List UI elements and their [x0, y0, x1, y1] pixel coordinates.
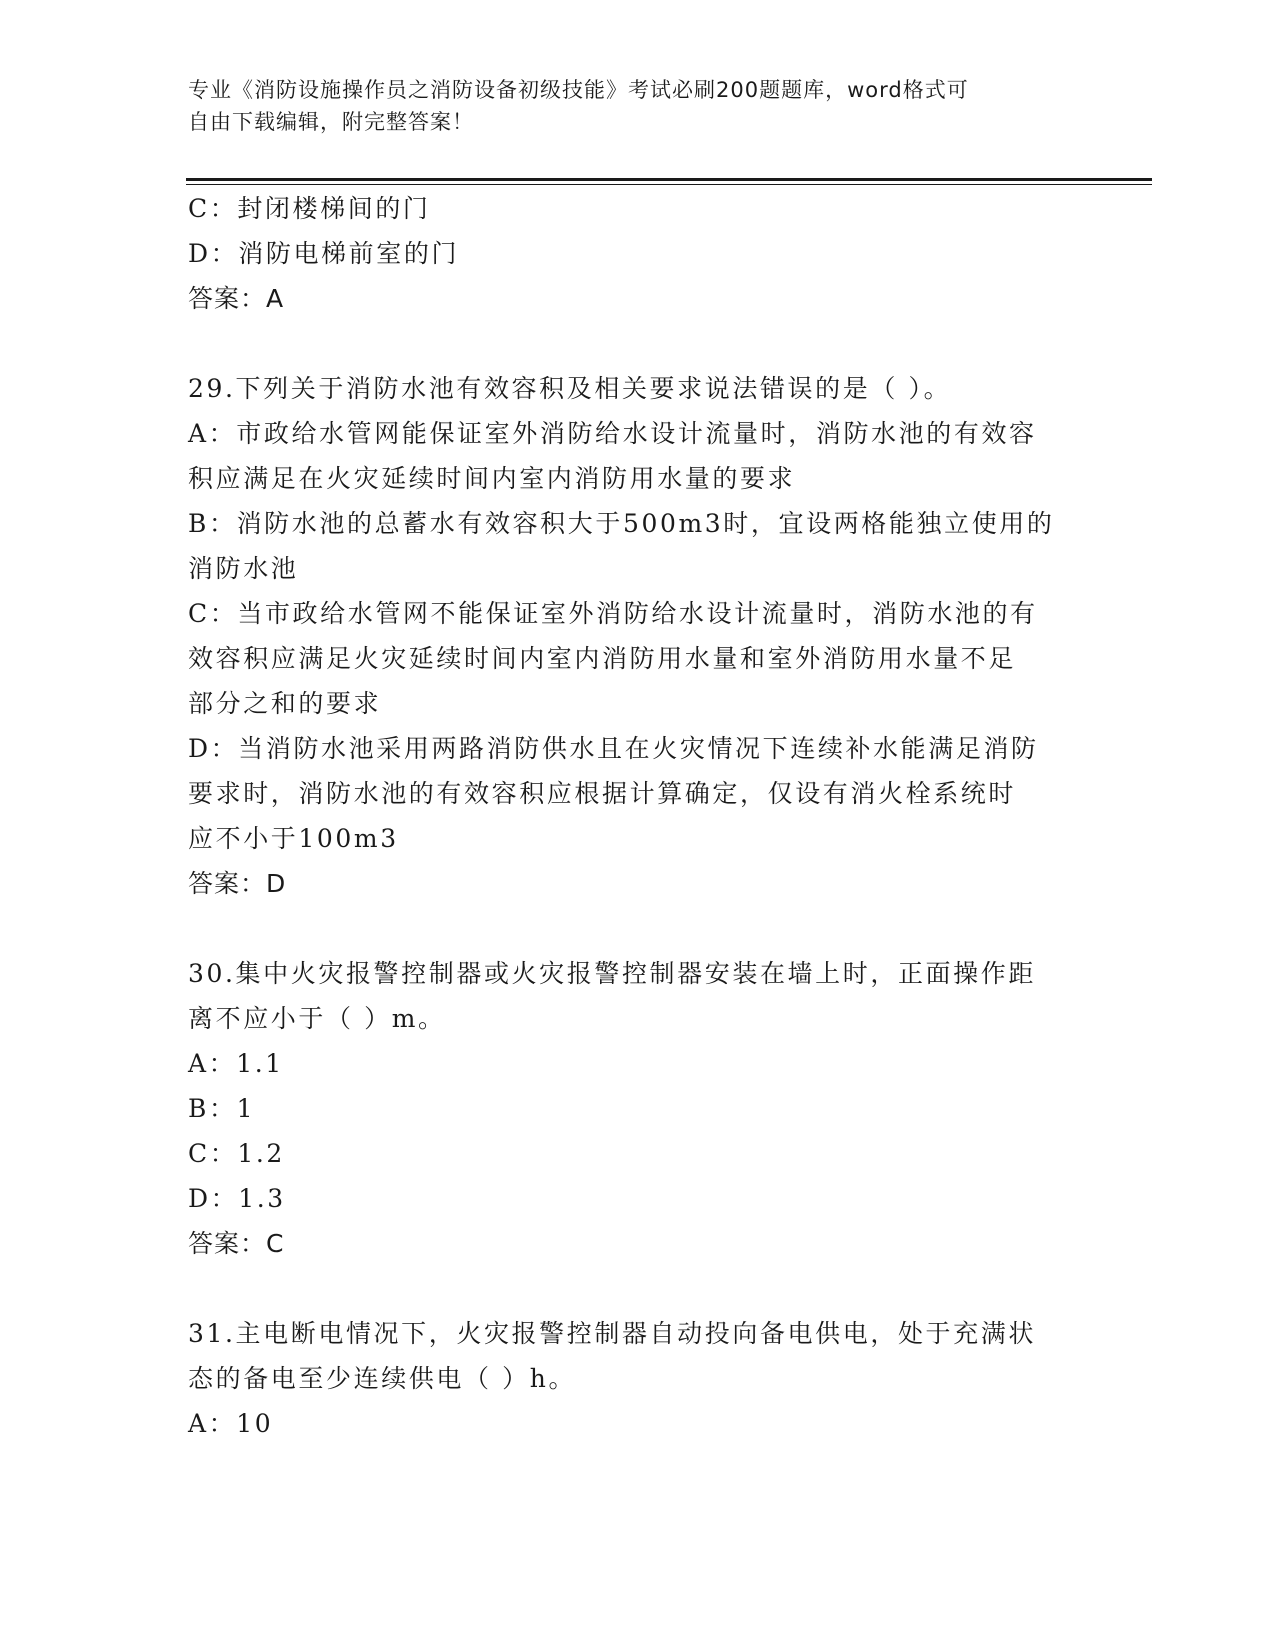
q28-option-d: D：消防电梯前室的门	[188, 239, 460, 268]
q29-option-c-line-3: 部分之和的要求	[188, 689, 382, 718]
q29-option-b-line-2: 消防水池	[188, 554, 299, 583]
q28-answer: 答案：A	[188, 284, 285, 313]
q29-option-c-line-2: 效容积应满足火灾延续时间内室内消防用水量和室外消防用水量不足	[188, 644, 1017, 673]
q30-stem-line-2: 离不应小于（ ）m。	[188, 1004, 446, 1033]
q31-stem-line-1: 31.主电断电情况下，火灾报警控制器自动投向备电供电，处于充满状	[188, 1319, 1036, 1348]
q28-option-c: C：封闭楼梯间的门	[188, 194, 431, 223]
q29-option-c-line-1: C：当市政给水管网不能保证室外消防给水设计流量时，消防水池的有	[188, 599, 1038, 628]
header-title-line-1: 专业《消防设施操作员之消防设备初级技能》考试必刷200题题库，word格式可	[188, 78, 969, 102]
q29-option-b-line-1: B：消防水池的总蓄水有效容积大于500m3时，宜设两格能独立使用的	[188, 509, 1055, 538]
q29-option-a-line-1: A：市政给水管网能保证室外消防给水设计流量时，消防水池的有效容	[188, 419, 1037, 448]
q31-stem-line-2: 态的备电至少连续供电（ ）h。	[188, 1364, 577, 1393]
q30-option-c: C：1.2	[188, 1139, 285, 1168]
q29-option-d-line-1: D：当消防水池采用两路消防供水且在火灾情况下连续补水能满足消防	[188, 734, 1039, 763]
header-divider-thin	[186, 184, 1152, 185]
header-divider-thick	[186, 178, 1152, 181]
page-header	[188, 74, 1088, 138]
q29-option-d-line-3: 应不小于100m3	[188, 824, 399, 853]
q30-option-d: D：1.3	[188, 1184, 286, 1213]
q30-option-b: B：1	[188, 1094, 256, 1123]
q30-option-a: A：1.1	[188, 1049, 284, 1078]
q29-stem: 29.下列关于消防水池有效容积及相关要求说法错误的是（ ）。	[188, 374, 952, 403]
q29-option-a-line-2: 积应满足在火灾延续时间内室内消防用水量的要求	[188, 464, 796, 493]
q31-option-a: A：10	[188, 1409, 274, 1438]
q30-stem-line-1: 30.集中火灾报警控制器或火灾报警控制器安装在墙上时，正面操作距	[188, 959, 1036, 988]
q29-answer: 答案：D	[188, 869, 287, 898]
header-title-line-2: 自由下载编辑，附完整答案！	[188, 110, 474, 134]
q29-option-d-line-2: 要求时，消防水池的有效容积应根据计算确定，仅设有消火栓系统时	[188, 779, 1017, 808]
q30-answer: 答案：C	[188, 1229, 285, 1258]
